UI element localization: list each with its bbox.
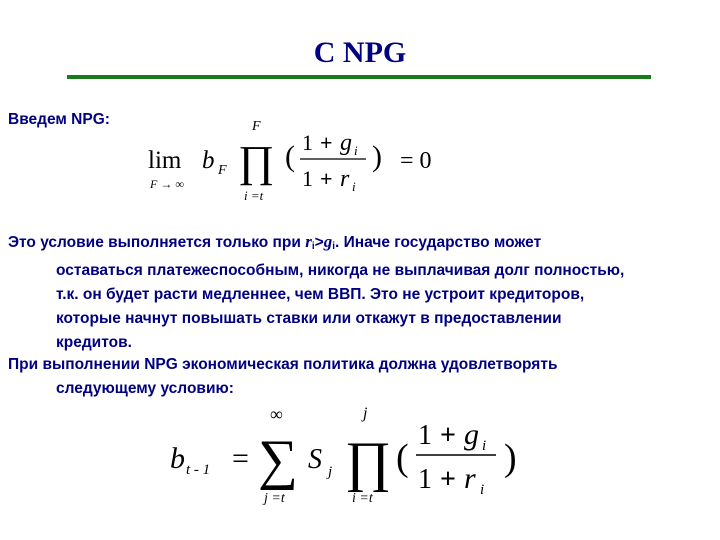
left-paren: ( [285, 140, 295, 173]
s-variable: S [308, 444, 322, 475]
denominator-r: r [464, 462, 476, 495]
condition-gt: > [314, 234, 324, 251]
policy-line: При выполнении NPG экономическая политика должна удовлетворять [8, 356, 558, 373]
product-symbol: ∏ [238, 137, 275, 186]
npg-limit-formula [140, 108, 460, 208]
denominator-subscript: i [480, 482, 485, 498]
denominator-plus: + [440, 464, 456, 495]
policy-paragraph [8, 353, 714, 401]
numerator-g: g [464, 418, 479, 451]
sum-symbol: ∑ [258, 429, 298, 491]
b-variable: b [170, 442, 185, 475]
condition-text-end: . Иначе государство может [334, 234, 542, 251]
right-paren: ) [372, 140, 382, 173]
lim-subscript: F → ∞ [150, 177, 184, 191]
slide-title: С NPG [313, 36, 407, 69]
condition-paragraph [8, 230, 714, 355]
equals-sign: = [232, 442, 249, 475]
product-lower-limit: i =t [352, 491, 373, 506]
condition-r: r [305, 232, 312, 251]
lim-operator: lim [148, 147, 182, 174]
denominator-one: 1 [302, 166, 313, 191]
product-symbol: ∏ [345, 431, 392, 493]
numerator-one: 1 [302, 130, 313, 155]
numerator-plus: + [320, 130, 333, 155]
denominator-subscript: i [352, 179, 356, 194]
equals-zero: = 0 [400, 148, 432, 174]
condition-r-subscript: i [311, 241, 315, 252]
title-divider [67, 75, 651, 79]
numerator-subscript: i [354, 143, 358, 158]
denominator-r: r [340, 166, 350, 192]
condition-text-start: Это условие выполняется только при [8, 234, 306, 251]
s-subscript: j [328, 464, 333, 480]
condition-line: т.к. он будет расти медленнее, чем ВВП. Это не устроит кредиторов, [56, 286, 585, 303]
numerator-g: g [340, 130, 352, 156]
numerator-subscript: i [482, 438, 487, 454]
product-lower-limit: i =t [244, 188, 264, 203]
b-subscript: t - 1 [186, 462, 211, 478]
b-variable: b [202, 147, 215, 174]
numerator-plus: + [440, 420, 456, 451]
condition-g-subscript: i [332, 241, 335, 252]
budget-constraint-formula [160, 398, 530, 508]
sum-upper-limit: ∞ [270, 404, 283, 424]
condition-g: g [323, 232, 333, 251]
right-paren: ) [504, 437, 517, 479]
product-upper-limit: j [363, 405, 368, 422]
condition-line: оставаться платежеспособным, никогда не выплачивая долг полностью, [56, 262, 625, 279]
denominator-one: 1 [418, 464, 432, 495]
condition-line: которые начнут повышать ставки или откажут в предоставлении [56, 310, 562, 327]
condition-line: кредитов. [56, 334, 132, 351]
product-upper-limit: F [252, 119, 261, 134]
denominator-plus: + [320, 166, 333, 191]
numerator-one: 1 [418, 420, 432, 451]
policy-line: следующему условию: [56, 380, 234, 397]
left-paren: ( [396, 437, 409, 479]
b-subscript: F [218, 163, 227, 178]
sum-lower-limit: j =t [264, 491, 285, 506]
intro-label: Введем NPG: [8, 111, 110, 128]
